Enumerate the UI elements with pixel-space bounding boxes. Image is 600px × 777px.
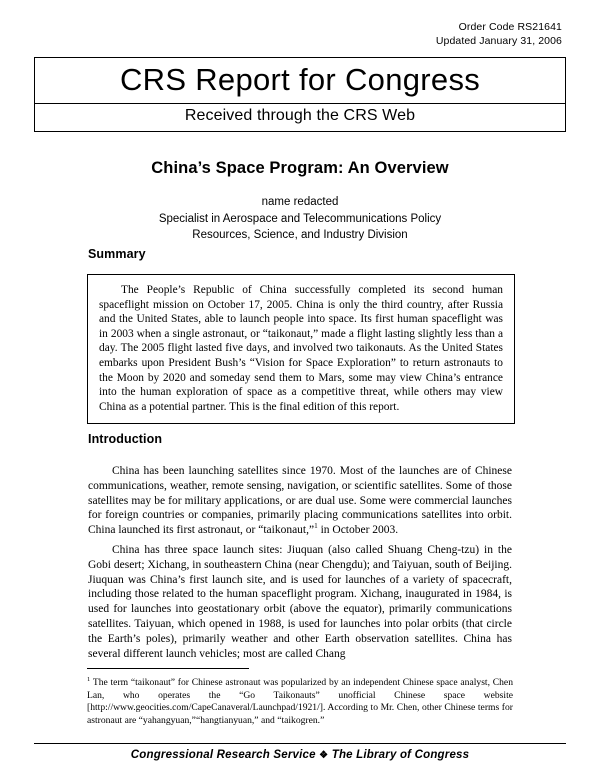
page-footer [0, 749, 600, 761]
footnote-separator [87, 668, 249, 669]
author-title: Specialist in Aerospace and Telecommunications Policy [158, 212, 442, 225]
summary-heading: Summary [88, 247, 146, 261]
introduction-paragraph-2: China has three space launch sites: Jiuquan (also called Shuang Cheng-tzu) in the Gobi desert; Xichang, in southeastern China (near Chengdu); and Taiyuan, south of Beijing. Jiuquan was China’s first launch site, and is used for launches of a variety of spacecraft, including those related to the human spaceflight program. Xichang, inaugurated in 1984, is used for launches into geostationary orbit (above the equator), primarily communications satellites. Taiyuan, which opened in 1988, is used for launches into polar orbits (that circle the Earth’s poles), primarily weather and other Earth observation satellites. China has several different launch vehicles; most are called Chang [88, 544, 512, 660]
footer-divider [34, 743, 566, 744]
footnote-reference-1[interactable]: 1 [314, 522, 318, 531]
page-title: China’s Space Program: An Overview [151, 159, 449, 177]
introduction-heading: Introduction [88, 432, 163, 446]
author-division: Resources, Science, and Industry Division [192, 229, 408, 241]
summary-text: The People’s Republic of China successfully completed its second human spaceflight mission on October 17, 2005. China is only the third country, after Russia and the United States, able to launch people into space. Its first human spaceflight was in 2003 when a single astronaut, or “taikonaut,” made a flight lasting slightly less than a day. The 2005 flight lasted five days, and involved two taikonauts. As the United States embarks upon President Bush’s “Vision for Space Exploration” to return astronauts to the Moon by 2020 and someday send them to Mars, some may view China’s entrance into the human exploration of space as a competitive threat, while others may view China as a potential partner. This is the final edition of this report. [99, 284, 503, 413]
introduction-paragraph-1 [88, 464, 512, 538]
updated-date: Updated January 31, 2006 [435, 35, 562, 47]
crs-banner-title: CRS Report for Congress [119, 62, 481, 97]
footer-agency: Congressional Research Service [130, 749, 316, 761]
diamond-icon: ❖ [319, 750, 329, 761]
order-code: Order Code RS21641 [458, 21, 562, 33]
paragraph-1-text-after-footnote: in October 2003. [317, 524, 399, 537]
footnote-marker: 1 [87, 675, 91, 683]
byline-block [0, 194, 600, 244]
summary-box [87, 274, 515, 424]
footer-institution: The Library of Congress [331, 749, 470, 761]
crs-banner [34, 57, 566, 132]
author-name: name redacted [261, 196, 339, 208]
footnote-text: The term “taikonaut” for Chinese astronaut was popularized by an independent Chinese space analyst, Chen Lan, who operates the “Go Taikonauts” unofficial Chinese space website [http://www.geocities.com/CapeCanaveral/Launchpad/1921/]. According to Mr. Chen, other Chinese terms for astronaut are “yahangyuan,”“hangtianyuan,” and “taikogren.” [87, 677, 513, 726]
paragraph-1-text-before-footnote: China has been launching satellites since 1970. Most of the launches are of Chinese communications, weather, remote sensing, navigation, or scientific satellites. Some of those satellites may be for military applications, or are dual use. Some were commercial launches for foreign countries or companies, primarily placing communications satellites into orbit. China launched its first astronaut, or “taikonaut,” [88, 465, 512, 537]
crs-banner-subtitle: Received through the CRS Web [184, 107, 416, 124]
order-code-block [436, 20, 562, 48]
footnote-1 [87, 677, 513, 727]
